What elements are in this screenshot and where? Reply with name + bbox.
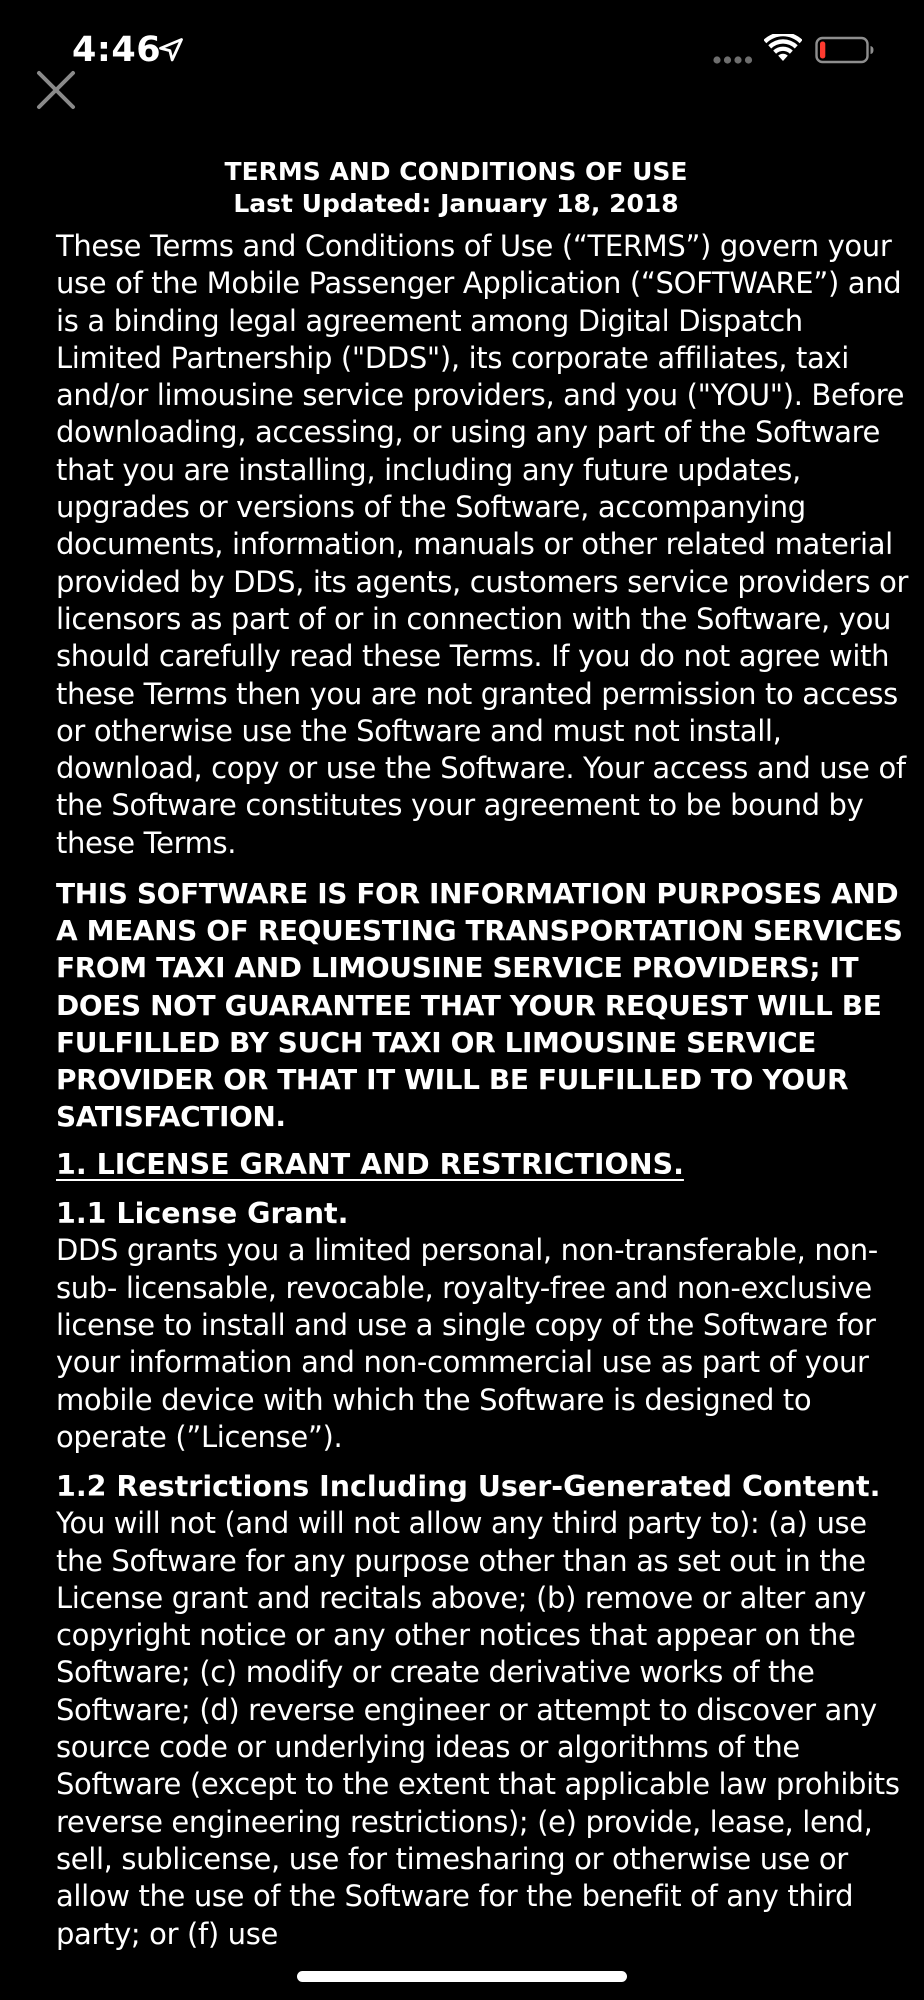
section-1-1-body: DDS grants you a limited personal, non-transferable, non-sub- licensable, revocable, royalty-free and non-exclusive license to install and use a single copy of the Software for your information and non-commercial use as part of your mobile device with which the Software is designed to operate (”License”). [56,1233,878,1454]
section-1-heading: 1. LICENSE GRANT AND RESTRICTIONS. [56,1148,684,1182]
disclaimer-notice: THIS SOFTWARE IS FOR INFORMATION PURPOSES AND A MEANS OF REQUESTING TRANSPORTATION SERVICES FROM TAXI AND LIMOUSINE SERVICE PROVIDERS; IT DOES NOT GUARANTEE THAT YOUR REQUEST WILL BE FULFILLED BY SUCH TAXI OR LIMOUSINE SERVICE PROVIDER OR THAT IT WILL BE FULFILLED TO YOUR SATISFACTION. [56,877,903,1134]
document-title: TERMS AND CONDITIONS OF USE [224,157,688,186]
status-time: 4:46 [72,30,162,70]
last-updated: Last Updated: January 18, 2018 [233,189,679,218]
document-header [56,156,856,220]
cellular-signal-icon [712,55,754,65]
close-icon[interactable] [34,68,78,112]
battery-low-icon [815,36,875,64]
section-1-1-heading: 1.1 License Grant. [56,1197,349,1231]
wifi-icon [764,34,802,64]
intro-paragraph: These Terms and Conditions of Use (“TERMS”) govern your use of the Mobile Passenger Application (“SOFTWARE”) and is a binding legal agreement among Digital Dispatch Limited Partnership ("DDS"), its corporate affiliates, taxi and/or limousine service providers, and you ("YOU"). Before downloading, accessing, or using any part of the Software that you are installing, including any future updates, upgrades or versions of the Software, accompanying documents, information, manuals or other related material provided by DDS, its agents, customers service providers or licensors as part of or in connection with the Software, you should carefully read these Terms. If you do not agree with these Terms then you are not granted permission to access or otherwise use the Software and must not install, download, copy or use the Software. Your access and use of the Software constitutes your agreement to be bound by these Terms. [56,229,909,860]
home-indicator[interactable] [297,1971,627,1982]
section-1-2-heading: 1.2 Restrictions Including User-Generated Content. [56,1470,881,1504]
terms-content[interactable] [56,150,914,1953]
location-arrow-icon [157,36,185,64]
status-bar [0,0,924,100]
section-1-2-body: You will not (and will not allow any third party to): (a) use the Software for any purpose other than as set out in the License grant and recitals above; (b) remove or alter any copyright notice or any other notices that appear on the Software; (c) modify or create derivative works of the Software; (d) reverse engineer or attempt to discover any source code or underlying ideas or algorithms of the Software (except to the extent that applicable law prohibits reverse engineering restrictions); (e) provide, lease, lend, sell, sublicense, use for timesharing or otherwise use or allow the use of the Software for the benefit of any third party; or (f) use [56,1506,900,1951]
